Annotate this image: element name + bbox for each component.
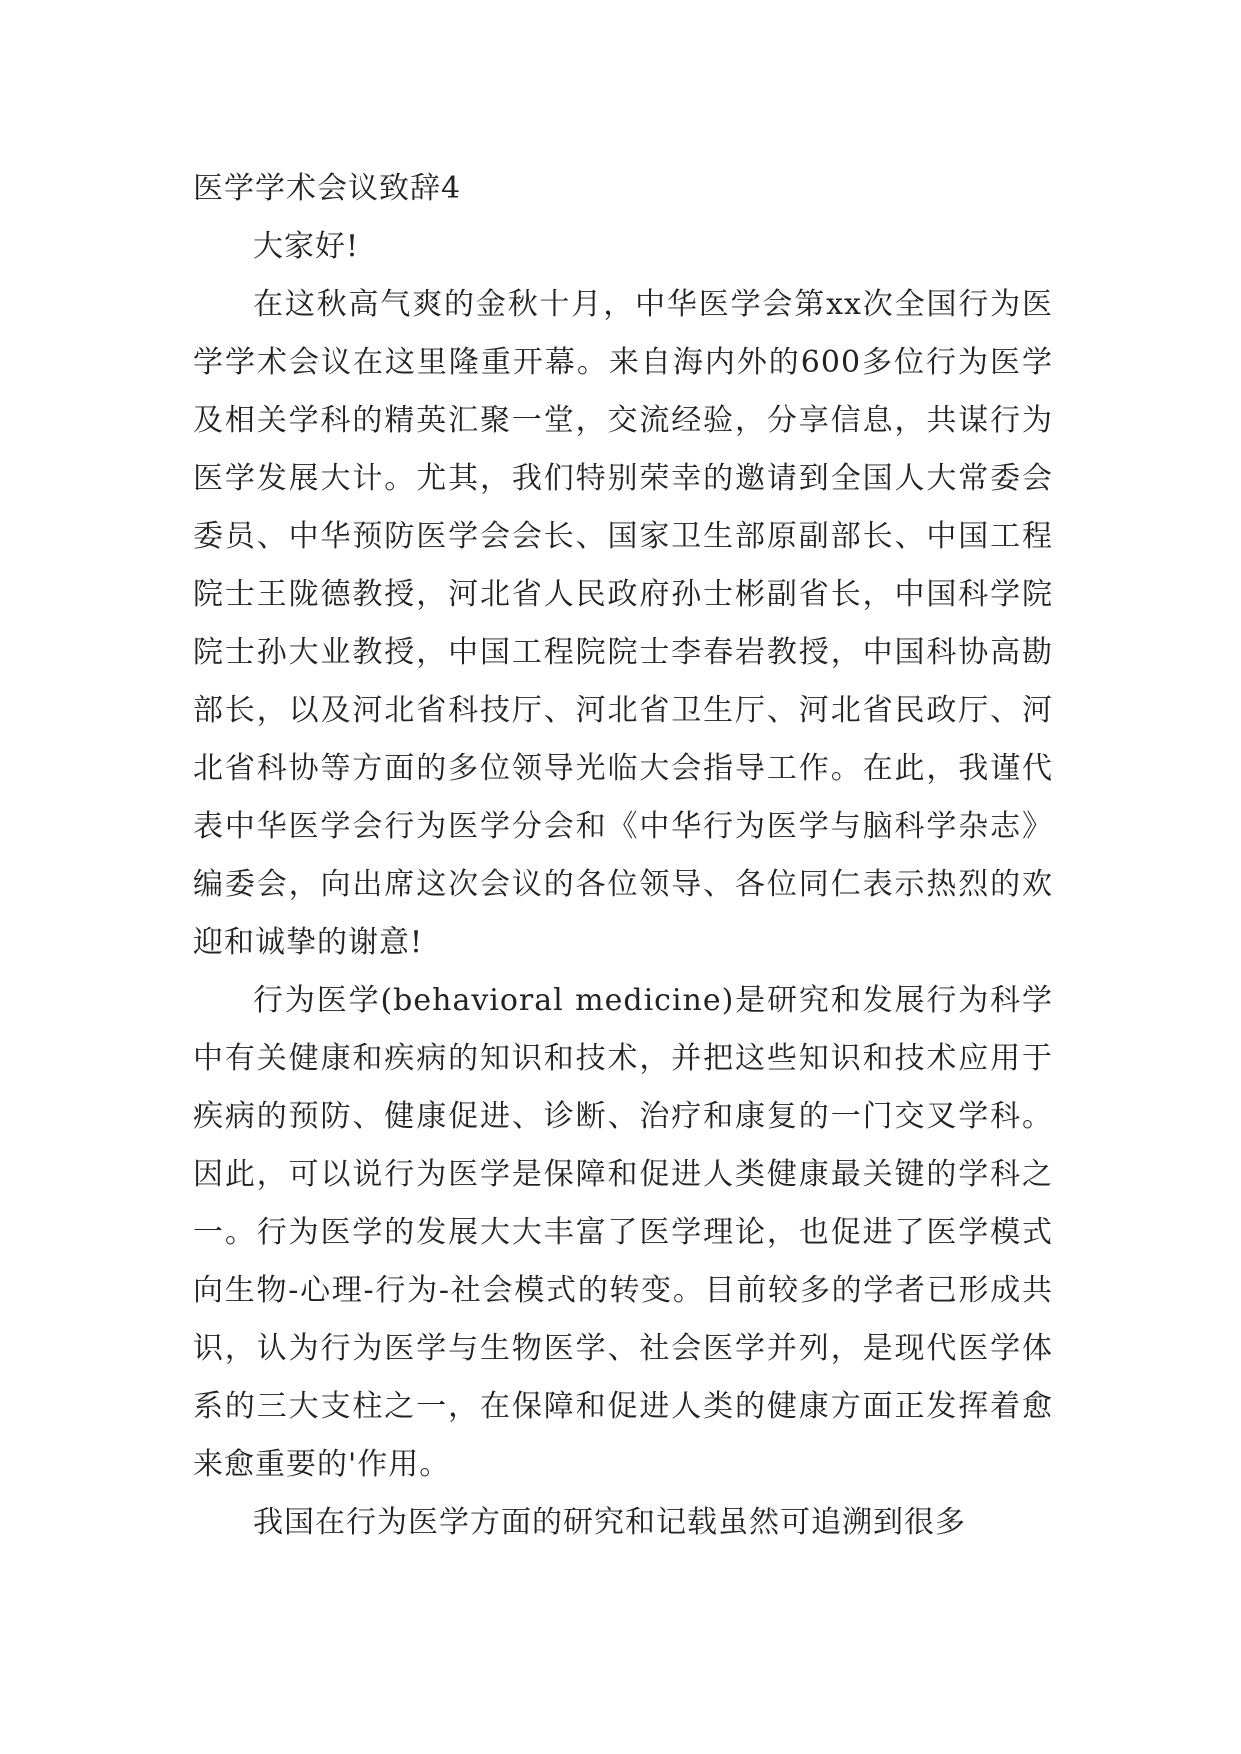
document-title: 医学学术会议致辞4 bbox=[193, 171, 462, 206]
history-paragraph: 我国在行为医学方面的研究和记载虽然可追溯到很多 bbox=[253, 1505, 966, 1540]
greeting-paragraph: 大家好! bbox=[253, 229, 360, 264]
opening-paragraph: 在这秋高气爽的金秋十月，中华医学会第xx次全国行为医学学术会议在这里隆重开幕。来自海内外的600多位行为医学及相关学科的精英汇聚一堂，交流经验，分享信息，共谋行为医学发展大计。尤其，我们特别荣幸的邀请到全国人大常委会委员、中华预防医学会会长、国家卫生部原副部长、中国工程院士王陇德教授，河北省人民政府孙士彬副省长，中国科学院院士孙大业教授，中国工程院院士李春岩教授，中国科协高勘部长，以及河北省科技厅、河北省卫生厅、河北省民政厅、河北省科协等方面的多位领导光临大会指导工作。在此，我谨代表中华医学会行为医学分会和《中华行为医学与脑科学杂志》编委会，向出席这次会议的各位领导、各位同仁表示热烈的欢迎和诚挚的谢意! bbox=[193, 287, 1053, 960]
behavioral-medicine-paragraph: 行为医学(behavioral medicine)是研究和发展行为科学中有关健康和疾病的知识和技术，并把这些知识和技术应用于疾病的预防、健康促进、诊断、治疗和康复的一门交叉学科。因此，可以说行为医学是保障和促进人类健康最关键的学科之一。行为医学的发展大大丰富了医学理论，也促进了医学模式向生物-心理-行为-社会模式的转变。目前较多的学者已形成共识，认为行为医学与生物医学、社会医学并列，是现代医学体系的三大支柱之一，在保障和促进人类的健康方面正发挥着愈来愈重要的'作用。 bbox=[193, 983, 1053, 1482]
document-body bbox=[193, 160, 1053, 1552]
